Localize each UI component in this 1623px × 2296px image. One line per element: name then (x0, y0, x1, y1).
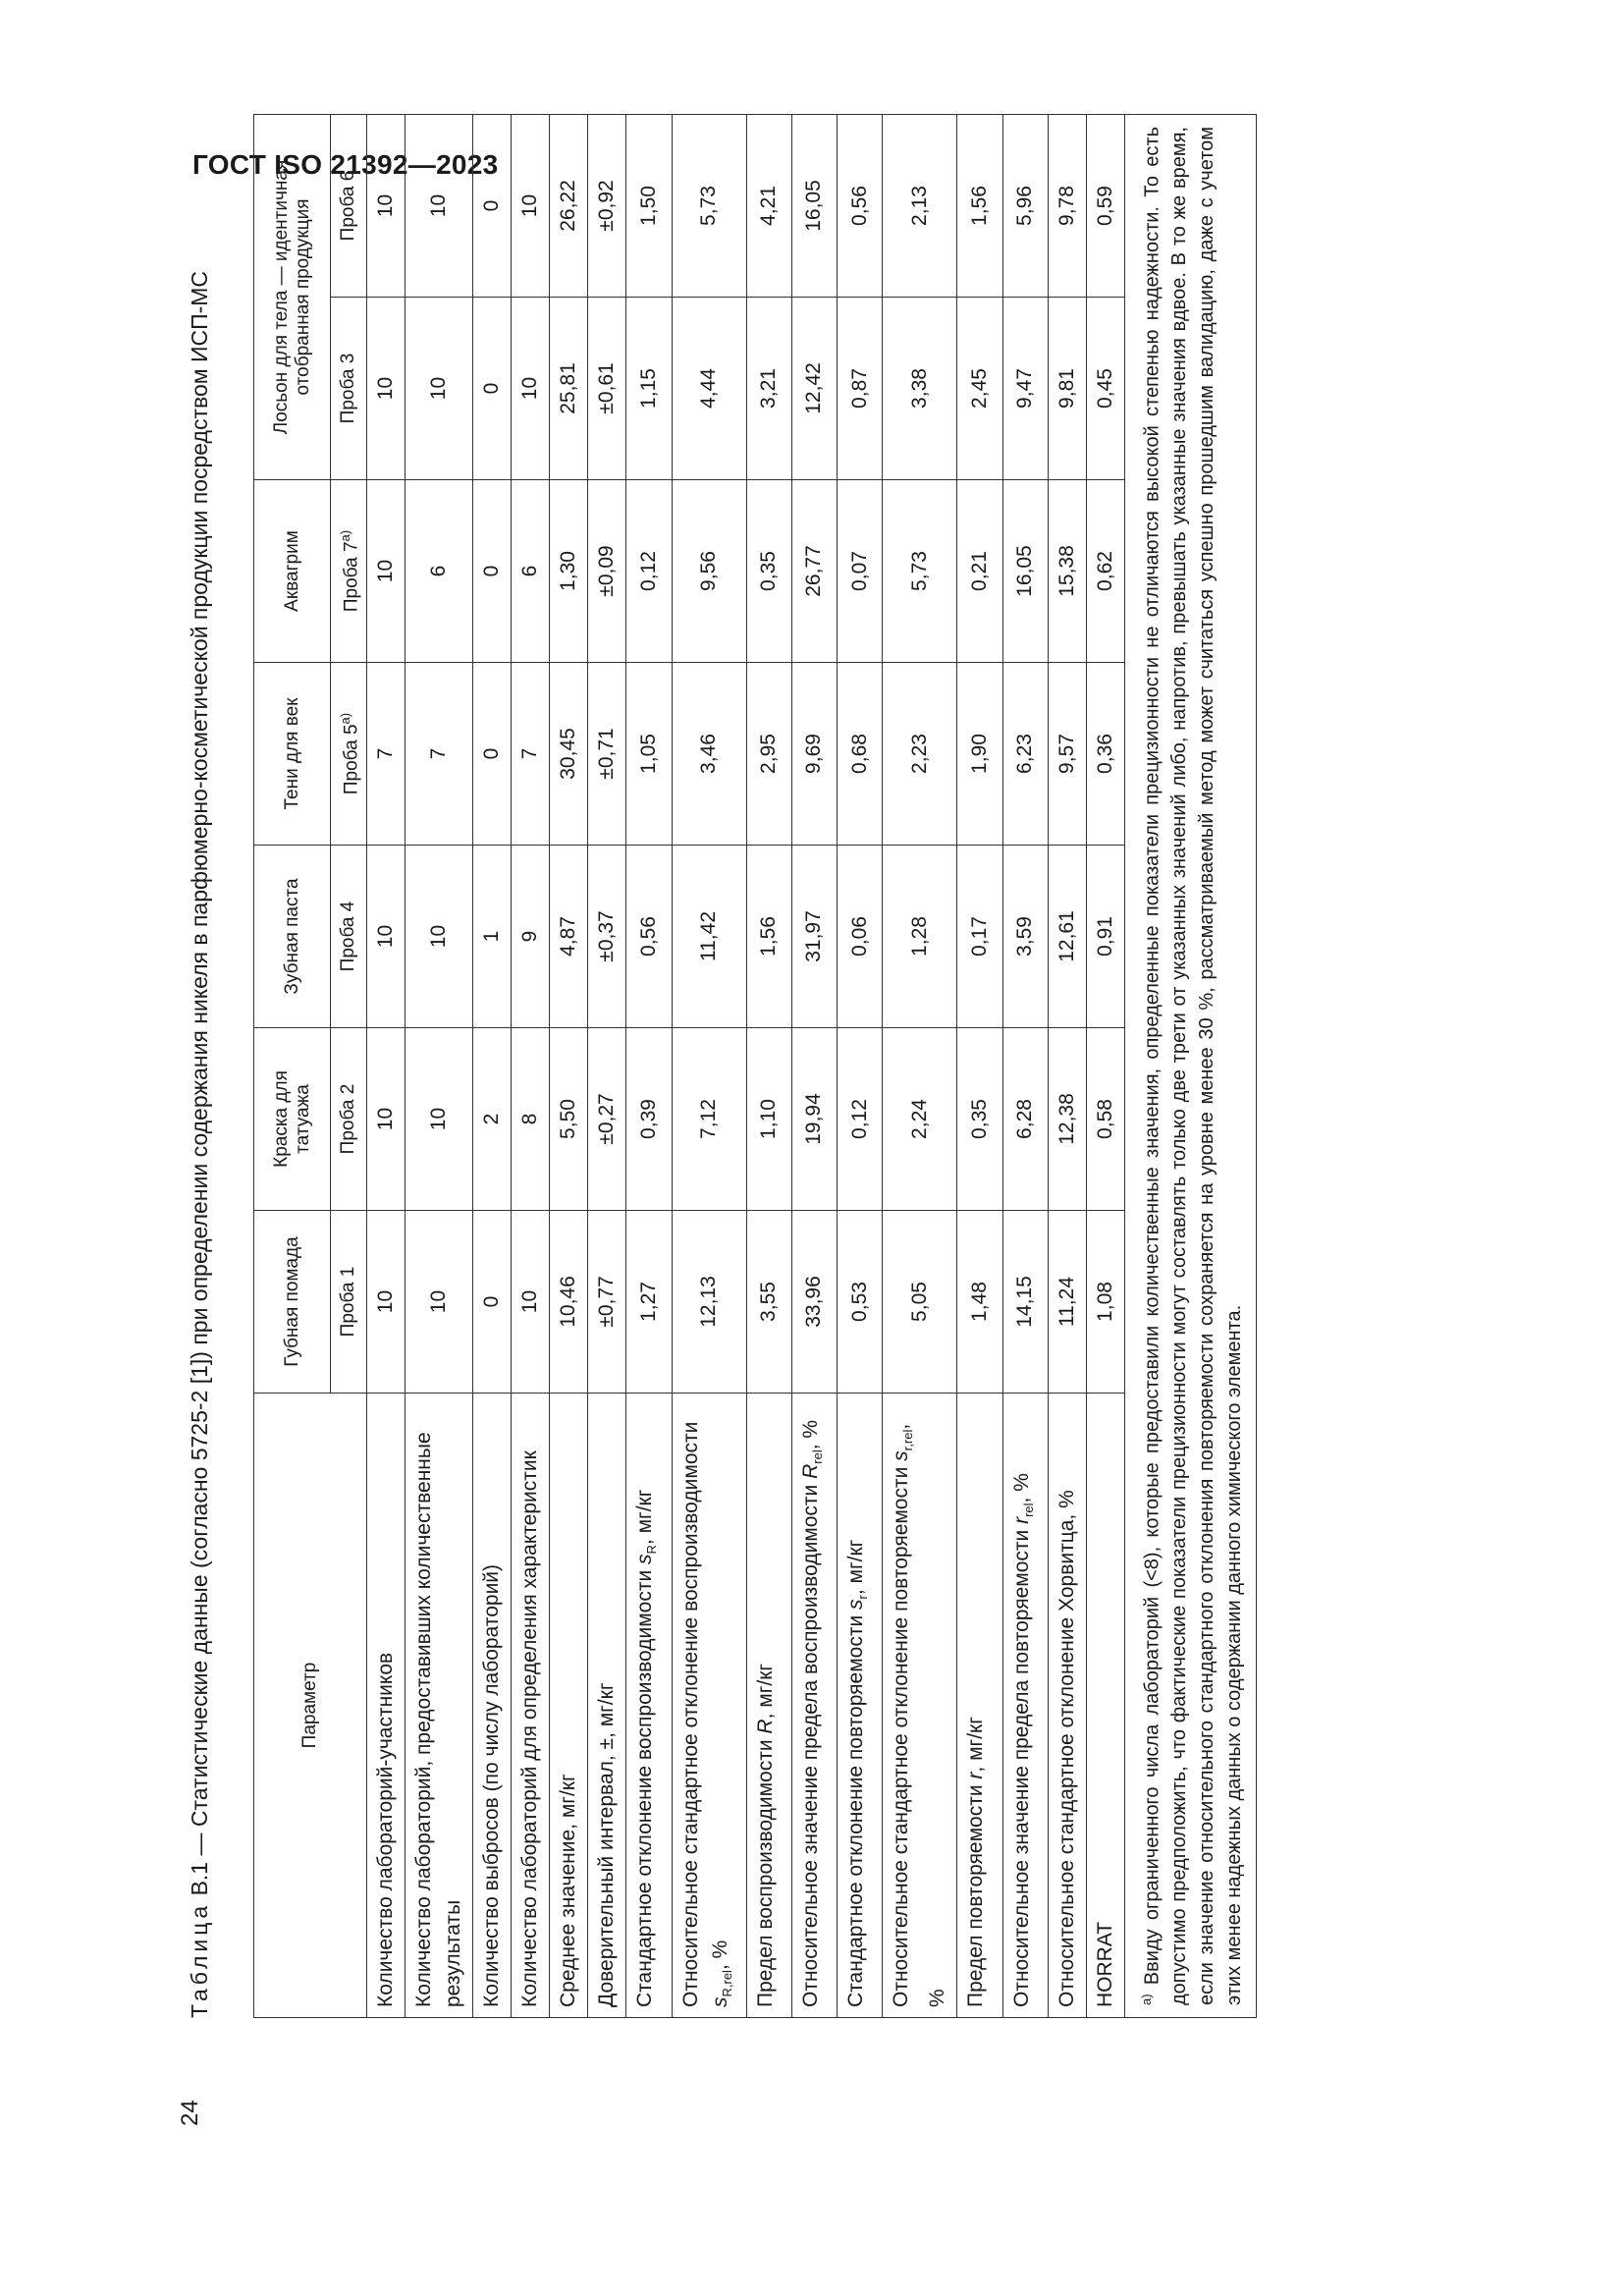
value-cell: 4,87 (550, 846, 588, 1028)
sample-header: Проба 1 (331, 1211, 367, 1394)
value-cell: 0,59 (1086, 115, 1124, 298)
value-cell: 10 (406, 1028, 473, 1211)
value-cell: 10 (406, 298, 473, 480)
value-cell: 4,44 (672, 298, 746, 480)
table-row (1002, 115, 1048, 2018)
param-unit: , % (798, 1419, 822, 1450)
value-cell: 3,21 (746, 298, 791, 480)
value-cell: 10 (406, 115, 473, 298)
value-cell: 6 (512, 480, 550, 663)
table-row (957, 115, 1002, 2018)
value-cell: 16,05 (791, 115, 837, 298)
param-cell (883, 1394, 957, 2018)
param-subscript: rel (1020, 1503, 1036, 1517)
value-cell: 10 (512, 115, 550, 298)
sample-header (331, 663, 367, 846)
param-subscript: rel (810, 1449, 826, 1464)
value-cell: 12,61 (1048, 846, 1086, 1028)
caption-text: В.1 — Статистические данные (согласно 5725-2 [1]) при определении содержания никеля в парфюмерно-косметической продукции посредством ИСП-МС (187, 270, 212, 1902)
value-cell: 1,48 (957, 1211, 1002, 1394)
value-cell: 0 (473, 480, 512, 663)
param-text: Относительное стандартное отклонение воспроизводимости (678, 1421, 702, 2007)
value-cell: 1 (473, 846, 512, 1028)
table-row (550, 115, 588, 2018)
param-unit: , мг/кг (964, 1717, 988, 1773)
value-cell: 5,73 (672, 115, 746, 298)
footnote (1124, 115, 1257, 2018)
group-header: Тени для век (254, 663, 331, 846)
value-cell: 0,56 (626, 846, 672, 1028)
value-cell: 10 (367, 1211, 406, 1394)
value-cell: 2,23 (883, 663, 957, 846)
value-cell: 1,10 (746, 1028, 791, 1211)
value-cell: 10 (406, 1211, 473, 1394)
value-cell: 33,96 (791, 1211, 837, 1394)
value-cell: 0,12 (838, 1028, 883, 1211)
value-cell: 16,05 (1002, 480, 1048, 663)
value-cell: 0,36 (1086, 663, 1124, 846)
value-cell: 8 (512, 1028, 550, 1211)
group-header: Краска для татуажа (254, 1028, 331, 1211)
value-cell: 0,06 (838, 846, 883, 1028)
param-unit: , % (890, 1423, 949, 2007)
value-cell: 10 (367, 480, 406, 663)
param-unit: , мг/кг (753, 1663, 777, 1720)
value-cell: 6,28 (1002, 1028, 1048, 1211)
value-cell: 10 (512, 298, 550, 480)
value-cell: 0 (473, 298, 512, 480)
value-cell: 2,13 (883, 115, 957, 298)
param-unit: , мг/кг (844, 1539, 868, 1596)
value-cell: ±0,27 (588, 1028, 626, 1211)
table-caption (185, 123, 214, 2018)
value-cell: 1,56 (957, 115, 1002, 298)
value-cell: 6 (406, 480, 473, 663)
value-cell: ±0,92 (588, 115, 626, 298)
value-cell: 5,50 (550, 1028, 588, 1211)
value-cell: 15,38 (1048, 480, 1086, 663)
param-symbol: r (1009, 1516, 1033, 1524)
value-cell: 10 (367, 115, 406, 298)
value-cell: ±0,37 (588, 846, 626, 1028)
table-row (512, 115, 550, 2018)
value-cell: 2,95 (746, 663, 791, 846)
value-cell: 9,57 (1048, 663, 1086, 846)
param-cell (957, 1394, 1002, 2018)
table-row (883, 115, 957, 2018)
param-unit: , мг/кг (633, 1489, 657, 1546)
value-cell: 0,35 (746, 480, 791, 663)
value-cell: 5,96 (1002, 115, 1048, 298)
value-cell: 0,07 (838, 480, 883, 663)
value-cell: 7 (512, 663, 550, 846)
sample-header (331, 480, 367, 663)
table-row (626, 115, 672, 2018)
value-cell: 2 (473, 1028, 512, 1211)
value-cell: 10 (406, 846, 473, 1028)
statistics-table (253, 114, 1257, 2018)
value-cell: 0,53 (838, 1211, 883, 1394)
param-cell: HORRAT (1086, 1394, 1124, 2018)
value-cell: 0,21 (957, 480, 1002, 663)
page-number: 24 (177, 2100, 203, 2126)
value-cell: 7 (367, 663, 406, 846)
value-cell: 7,12 (672, 1028, 746, 1211)
value-cell: 9,78 (1048, 115, 1086, 298)
param-cell: Количество лабораторий для определения характеристик (512, 1394, 550, 2018)
group-header: Лосьон для тела — идентичная отобранная продукция (254, 115, 331, 480)
param-cell: Количество выбросов (по числу лабораторий) (473, 1394, 512, 2018)
table-row (791, 115, 837, 2018)
param-subscript: r,rel (900, 1429, 916, 1451)
footnote-ref: а) (338, 529, 352, 542)
value-cell: 2,45 (957, 298, 1002, 480)
param-text: Относительное значение предела повторяемости (1009, 1523, 1033, 2007)
table-row (406, 115, 473, 2018)
value-cell: 12,13 (672, 1211, 746, 1394)
table-row (746, 115, 791, 2018)
value-cell: 9,69 (791, 663, 837, 846)
param-header: Параметр (254, 1394, 367, 2018)
param-cell (838, 1394, 883, 2018)
param-symbol: s (708, 1996, 731, 2007)
value-cell: 12,42 (791, 298, 837, 480)
value-cell: ±0,71 (588, 663, 626, 846)
value-cell: 11,24 (1048, 1211, 1086, 1394)
footnote-mark: а) (1138, 1994, 1154, 2005)
param-text: Стандартное отклонение повторяемости (844, 1609, 868, 2007)
rotated-table-area (177, 5, 1424, 2126)
param-cell: Количество лабораторий, предоставивших количественные результаты (406, 1394, 473, 2018)
value-cell: 9,56 (672, 480, 746, 663)
value-cell: 0,87 (838, 298, 883, 480)
value-cell: 9,81 (1048, 298, 1086, 480)
value-cell: 1,27 (626, 1211, 672, 1394)
value-cell: 9,47 (1002, 298, 1048, 480)
param-text: Относительное стандартное отклонение повторяемости (890, 1460, 913, 2007)
value-cell: 0,12 (626, 480, 672, 663)
param-unit: , % (708, 1940, 731, 1971)
value-cell: 1,15 (626, 298, 672, 480)
value-cell: 0,58 (1086, 1028, 1124, 1211)
value-cell: 31,97 (791, 846, 837, 1028)
value-cell: 0 (473, 1211, 512, 1394)
param-text: Предел повторяемости (964, 1778, 988, 2007)
table-row (473, 115, 512, 2018)
param-text: Предел воспроизводимости (753, 1733, 777, 2007)
value-cell: 25,81 (550, 298, 588, 480)
param-unit: , % (1009, 1473, 1033, 1503)
table-row (1048, 115, 1086, 2018)
param-cell (1002, 1394, 1048, 2018)
table-row (672, 115, 746, 2018)
value-cell: 0 (473, 663, 512, 846)
value-cell: 1,56 (746, 846, 791, 1028)
sample-label: Проба 5 (341, 724, 362, 795)
sample-header: Проба 3 (331, 298, 367, 480)
sample-header: Проба 6 (331, 115, 367, 298)
param-cell: Количество лабораторий-участников (367, 1394, 406, 2018)
value-cell: 10,46 (550, 1211, 588, 1394)
param-symbol: R (798, 1463, 822, 1479)
value-cell: 10 (512, 1211, 550, 1394)
value-cell: 9 (512, 846, 550, 1028)
param-cell: Среднее значение, мг/кг (550, 1394, 588, 2018)
value-cell: 19,94 (791, 1028, 837, 1211)
value-cell: 0,17 (957, 846, 1002, 1028)
table-row (367, 115, 406, 2018)
param-cell (791, 1394, 837, 2018)
value-cell: 0,35 (957, 1028, 1002, 1211)
value-cell: 10 (367, 846, 406, 1028)
value-cell: ±0,09 (588, 480, 626, 663)
value-cell: 0,45 (1086, 298, 1124, 480)
param-cell (672, 1394, 746, 2018)
value-cell: 2,24 (883, 1028, 957, 1211)
param-text: Относительное значение предела воспроизводимости (798, 1478, 822, 2007)
value-cell: 0,62 (1086, 480, 1124, 663)
value-cell: 6,23 (1002, 663, 1048, 846)
value-cell: 1,08 (1086, 1211, 1124, 1394)
param-subscript: R,rel (719, 1970, 734, 1997)
value-cell: 0 (473, 115, 512, 298)
caption-label: Таблица (187, 1901, 212, 2018)
value-cell: 0,91 (1086, 846, 1124, 1028)
footnote-row (1124, 115, 1257, 2018)
group-header: Губная помада (254, 1211, 331, 1394)
value-cell: 0,39 (626, 1028, 672, 1211)
footnote-ref: а) (338, 712, 352, 725)
param-symbol: s (890, 1450, 913, 1461)
param-symbol: s (844, 1599, 868, 1610)
value-cell: 14,15 (1002, 1211, 1048, 1394)
value-cell: 5,73 (883, 480, 957, 663)
value-cell: 1,50 (626, 115, 672, 298)
value-cell: 1,05 (626, 663, 672, 846)
sample-label: Проба 7 (341, 541, 362, 613)
value-cell: 3,59 (1002, 846, 1048, 1028)
table-row (838, 115, 883, 2018)
doc-title: ГОСТ ISO 21392—2023 (192, 149, 499, 180)
value-cell: 30,45 (550, 663, 588, 846)
value-cell: 4,21 (746, 115, 791, 298)
value-cell: 3,38 (883, 298, 957, 480)
value-cell: 1,90 (957, 663, 1002, 846)
table-row (588, 115, 626, 2018)
value-cell: 3,46 (672, 663, 746, 846)
value-cell: 0,68 (838, 663, 883, 846)
value-cell: 0,56 (838, 115, 883, 298)
value-cell: 26,22 (550, 115, 588, 298)
value-cell: 1,30 (550, 480, 588, 663)
param-subscript: r (855, 1595, 871, 1600)
footnote-text: Ввиду ограниченного числа лабораторий (<8), которые предоставили количественные значения, определенные показатели прецизионности не отличаются высокой степенью надежности. То есть допустимо предположить, что фактические показатели прецизионности могут составлять только две трети от указанных значений либо, напротив, превышать указанные значения вдвое. В то же время, если значение относительного стандартного отклонения повторяемости сохраняется на уровне менее 30 %, рассматриваемый метод может считаться успешно прошедшим валидацию, даже с учетом этих менее надежных данных о содержании данного химического элемента. (1141, 127, 1246, 2005)
param-text: Стандартное отклонение воспроизводимости (633, 1563, 657, 2007)
param-cell: Доверительный интервал, ±, мг/кг (588, 1394, 626, 2018)
value-cell: 11,42 (672, 846, 746, 1028)
value-cell: 26,77 (791, 480, 837, 663)
value-cell: 10 (367, 1028, 406, 1211)
value-cell: ±0,61 (588, 298, 626, 480)
value-cell: 3,55 (746, 1211, 791, 1394)
sample-header: Проба 2 (331, 1028, 367, 1211)
value-cell: 7 (406, 663, 473, 846)
value-cell: 1,28 (883, 846, 957, 1028)
param-subscript: R (644, 1545, 660, 1555)
sample-header: Проба 4 (331, 846, 367, 1028)
value-cell: 5,05 (883, 1211, 957, 1394)
param-symbol: r (964, 1772, 988, 1779)
value-cell: 12,38 (1048, 1028, 1086, 1211)
param-cell (626, 1394, 672, 2018)
param-symbol: s (633, 1554, 657, 1564)
group-header: Аквагрим (254, 480, 331, 663)
param-cell: Относительное стандартное отклонение Хорвитца, % (1048, 1394, 1086, 2018)
table-row (1086, 115, 1124, 2018)
param-cell (746, 1394, 791, 2018)
value-cell: ±0,77 (588, 1211, 626, 1394)
param-symbol: R (753, 1719, 777, 1734)
value-cell: 10 (367, 298, 406, 480)
group-header: Зубная паста (254, 846, 331, 1028)
